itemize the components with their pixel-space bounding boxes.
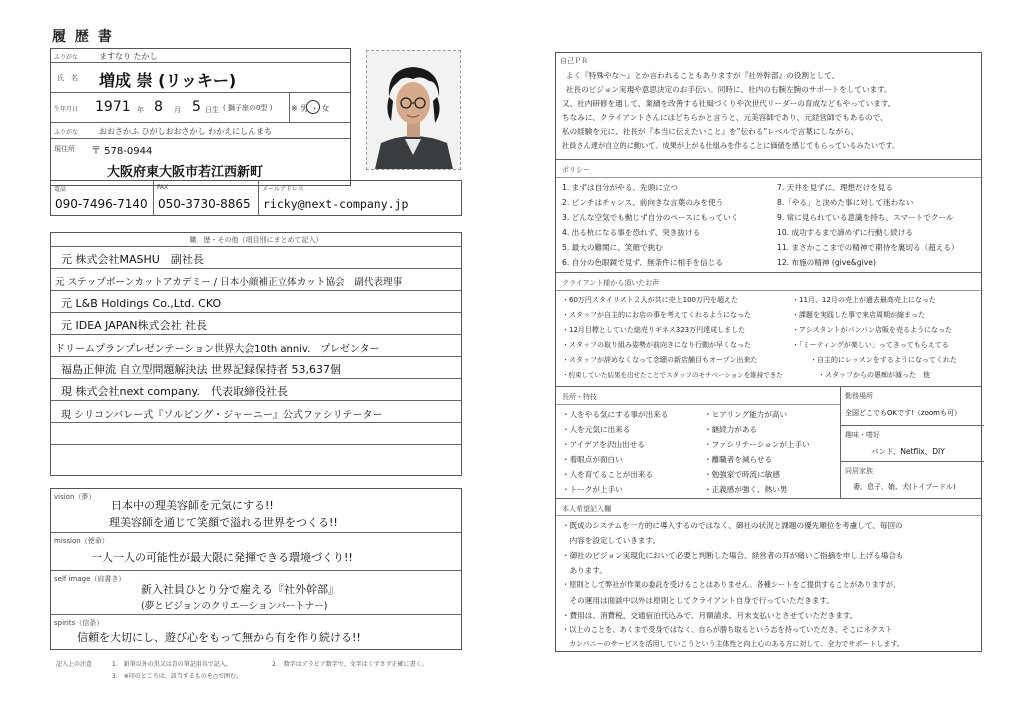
policy-label: ポリシー — [562, 166, 590, 174]
mission-label: mission（使命） — [54, 537, 109, 545]
policy-item: 1. まずは自分がやる、先頭に立つ — [562, 183, 678, 192]
fax-label: FAX — [157, 184, 169, 191]
policy-item: 6. 自分の色眼鏡で見ず、無条件に相手を信じる — [562, 258, 723, 267]
voice-item: ・スタッフが自主的にお店の事を考えてくれるようになった — [562, 311, 751, 319]
policy-item: 2. ピンチはチャンス、前向きな言葉のみを使う — [562, 198, 724, 207]
furigana-address: おおさかふ ひがしおおさかし わかえにしんまち — [99, 127, 273, 136]
birth-label: 生年月日 — [54, 106, 79, 113]
wish-line: 内容を設定していきます。 — [562, 536, 661, 545]
wish-line: その運用は面談中以外は原則としてクライアント自身で行っていただきます。 — [562, 596, 835, 605]
gender-circle — [306, 100, 320, 114]
policy-item: 11. まさかここまでの精神で期待を裏切る（超える） — [777, 243, 959, 252]
career-item: ドリームプランプレゼンテーション世界大会10th anniv. プレゼンター — [55, 344, 380, 355]
vision-line-2: 理美容師を通じて笑顔で溢れる世界をつくる!! — [109, 516, 338, 529]
divider — [289, 93, 290, 123]
career-header: 職 歴・その他（項目別にまとめて記入） — [189, 236, 323, 244]
policy-item: 5. 最大の難関に、笑顔で挑む — [562, 243, 663, 252]
work-place-label: 勤務場所 — [845, 392, 873, 400]
spirits-text: 信頼を大切にし、遊び心をもって無から有を作り続ける!! — [77, 631, 361, 644]
voice-item: ・課題を実践した事で来店周期が縮まった — [792, 311, 925, 319]
strengths-label: 長所・特技 — [562, 393, 597, 401]
name-block — [50, 48, 351, 186]
career-item: 元 IDEA JAPAN株式会社 社長 — [61, 319, 207, 332]
full-name: 増成 崇 (リッキー) — [99, 71, 237, 90]
zodiac: ( 獅子座の0型 ) — [223, 104, 273, 112]
pr-line: 社員さん達が自立的に動いて、成果が上がる仕組みを作ることに価値を感じてもらっているみたいです。 — [562, 141, 900, 150]
address-label: 現住所 — [54, 145, 75, 153]
notes-label: 記入上の注意 — [56, 661, 93, 668]
career-item: 福島正伸流 自立型問題解決法 世界記録保持者 53,637個 — [61, 363, 341, 376]
voice-item: ・自主的にレッスンをするようになってくれた — [810, 356, 957, 364]
right-page — [555, 52, 982, 652]
note-1: 1. 鉛筆以外の黒又は青の筆記用具で記入。 — [112, 661, 232, 668]
voice-item: ・約束していた結果を出せたことでスタッフのモチベーションを維持できた — [562, 371, 783, 379]
strength-item: ・人を育てることが出来る — [562, 470, 654, 479]
wish-line: ・以上のことを、あくまで受身ではなく、自らが勝ち取るという志を持っていただき、そこにネクスト — [562, 625, 893, 634]
divider — [153, 181, 154, 215]
voices-label: クライアント様から頂いたお声 — [562, 279, 660, 287]
voice-item: ・スタッフが辞めなくなって念願の新店舗目もオープン出来た — [562, 356, 758, 364]
policy-item: 12. 布施の精神 (give&give) — [777, 258, 876, 267]
birth-year: 1971 — [95, 99, 131, 115]
pr-line: 社長のビジョン実現や意思決定のお手伝い。同時に、社内の右腕左腕のサポートをしています。 — [566, 85, 892, 94]
name-label: 氏 名 — [57, 74, 78, 82]
policy-item: 4. 出る杭になる事を恐れず、突き抜ける — [562, 228, 701, 237]
voice-item: ・アシスタントがパンパン店販を売るようになった — [792, 326, 953, 334]
family-value: 妻、息子、娘、犬(トイプードル) — [853, 483, 956, 491]
wish-line: カンパニーのサービスを活用していこうという主体性と向上心のある方に対して、全力でサポートします。 — [562, 640, 904, 648]
contact-block — [50, 180, 462, 216]
photo-frame — [366, 50, 461, 170]
furigana-address-label: ふりがな — [54, 129, 79, 136]
portrait-photo — [367, 51, 460, 169]
note-2: 2. 数字はアラビア数字で、文字はくずさず正確に書く。 — [272, 661, 428, 668]
policy-item: 7. 天井を見ずに、理想だけを見る — [777, 183, 893, 192]
career-item: 元 ステップボーンカットアカデミー / 日本小顔補正立体カット協会 副代表理事 — [55, 277, 403, 288]
strength-item: ・ファシリテーションが上手い — [704, 440, 810, 449]
self-image-line-1: 新入社員ひとり分で雇える『社外幹部』 — [141, 583, 339, 596]
policy-item: 8.「やる」と決めた事に対して迷わない — [777, 198, 914, 207]
policy-item: 10. 成功するまで諦めずに行動し続ける — [777, 228, 913, 237]
strength-item: ・人を元気に出来る — [562, 425, 631, 434]
voice-item: ・スタッフの取り組み姿勢が前向きになり行動が早くなった — [562, 341, 751, 349]
wish-line: ・原則として弊社が作業の委託を受けることはありません。各種シートをご提供することがありますが、 — [562, 580, 901, 589]
strength-item: ・継続力がある — [704, 425, 758, 434]
self-image-label: self image（肩書き） — [54, 575, 126, 583]
strength-item: ・離職者を減らせる — [704, 455, 773, 464]
pr-line: よく『特殊やな〜』とか言われることもありますが『社外幹部』の役割として、 — [566, 71, 840, 80]
voice-item: ・60万円スタイリスト２人が共に売上100万円を超えた — [562, 296, 738, 304]
day-unit: 日生 — [205, 106, 219, 114]
left-page — [0, 0, 470, 721]
email-label: メールアドレス — [262, 186, 304, 193]
phone-label: 電話 — [54, 186, 67, 193]
vision-line-1: 日本中の理美容師を元気にする!! — [111, 499, 274, 512]
strength-item: ・人をやる気にする事が出来る — [562, 410, 669, 419]
gender-selection: ※ 男 ・ 女 — [291, 104, 330, 113]
furigana-name: ますなり たかし — [99, 52, 158, 61]
wishes-label: 本人希望記入欄 — [562, 505, 611, 513]
career-item: 現 シリコンバレー式『ソルビング・ジャーニー』公式ファシリテーター — [61, 410, 383, 421]
birth-month: 8 — [154, 99, 163, 115]
divider — [258, 181, 259, 215]
side-info — [840, 387, 983, 498]
strength-item: ・正義感が強く、熱い男 — [704, 485, 788, 494]
self-pr-label: 自己ＰＲ — [560, 57, 588, 65]
vision-mission-block — [50, 488, 462, 650]
vision-label: vision（夢） — [54, 493, 96, 501]
furigana-label: ふりがな — [54, 54, 79, 61]
fax-number: 050-3730-8865 — [158, 197, 251, 211]
spirits-label: spirits（信条） — [54, 619, 104, 627]
career-item: 現 株式会社next company. 代表取締役社長 — [61, 385, 288, 398]
strength-item: ・勉強家で時流に敏感 — [704, 470, 780, 479]
pr-line: ちなみに、クライアントさんにはどちらかと言うと、元美容師であり、元経営師でもあるので、 — [562, 113, 888, 122]
hobbies-label: 趣味・嗜好 — [845, 431, 880, 439]
family-label: 同居家族 — [845, 467, 873, 475]
email-address: ricky@next-company.jp — [263, 197, 409, 211]
career-item: 元 L&B Holdings Co.,Ltd. CKO — [61, 297, 222, 310]
hobbies-value: バンド、Netflix、DIY — [871, 447, 945, 456]
year-unit: 年 — [137, 106, 144, 114]
note-3: 3. ※印のところは、該当するものを○で囲む。 — [112, 673, 242, 680]
birth-day: 5 — [192, 99, 201, 115]
voice-item: ・11月、12月の売上が過去最高売上になった — [792, 296, 936, 304]
career-item: 元 株式会社MASHU 副社長 — [61, 253, 204, 266]
wish-line: ・既成のシステムを一方的に導入するのではなく、御社の状況と課題の優先順位を考慮して、毎回の — [562, 521, 903, 530]
voice-item: ・「ミーティングが楽しい」ってきってもらえてる — [792, 341, 949, 349]
policy-item: 9. 常に見られている意識を持ち、スマートでクール — [777, 213, 954, 222]
phone-number: 090-7496-7140 — [55, 197, 148, 211]
strength-item: ・アイデアを沢山出せる — [562, 440, 645, 449]
self-image-line-2: (夢とビジョンのクリエーションパートナー) — [141, 601, 328, 612]
month-unit: 月 — [174, 106, 181, 114]
address: 大阪府東大阪市若江西新町 — [107, 165, 264, 180]
wish-line: ・費用は、消費税、交通宿泊代込みで、月額請求、月末支払いとさせていただきます。 — [562, 611, 858, 620]
strength-item: ・トークが上手い — [562, 485, 623, 494]
document-title: 履 歴 書 — [52, 29, 114, 45]
strength-item: ・ヒアリング能力が高い — [704, 410, 788, 419]
policy-item: 3. どんな空気でも動じず自分のペースにもっていく — [562, 213, 739, 222]
wish-line: あります。 — [562, 566, 607, 575]
wish-line: ・御社のビジョン実現化において必要と判断した場合、経営者の耳が痛いご指摘を申し上げる場合も — [562, 551, 904, 560]
pr-line: 私の経験を元に、社長が『本当に伝えたいこと』を“伝わる”レベルで言葉にしながら、 — [562, 127, 859, 136]
pr-line: 又、社内研修を通して、業績を改善する社風づくりや次世代リーダーの育成などもやっています。 — [562, 99, 896, 108]
voice-item: ・12月目標としていた総売りギネス323万円達成しました — [562, 326, 746, 334]
mission-text: 一人一人の可能性が最大限に発揮できる環境づくり!! — [91, 551, 353, 564]
voice-item: ・スタッフからの愚痴が減った 他 — [818, 371, 930, 379]
work-place-value: 全国どこでもOKです!（zoomも可） — [845, 409, 961, 417]
strength-item: ・着眼点が面白い — [562, 455, 623, 464]
career-block — [50, 232, 462, 476]
postal-code: 〒 578-0944 — [91, 146, 153, 157]
